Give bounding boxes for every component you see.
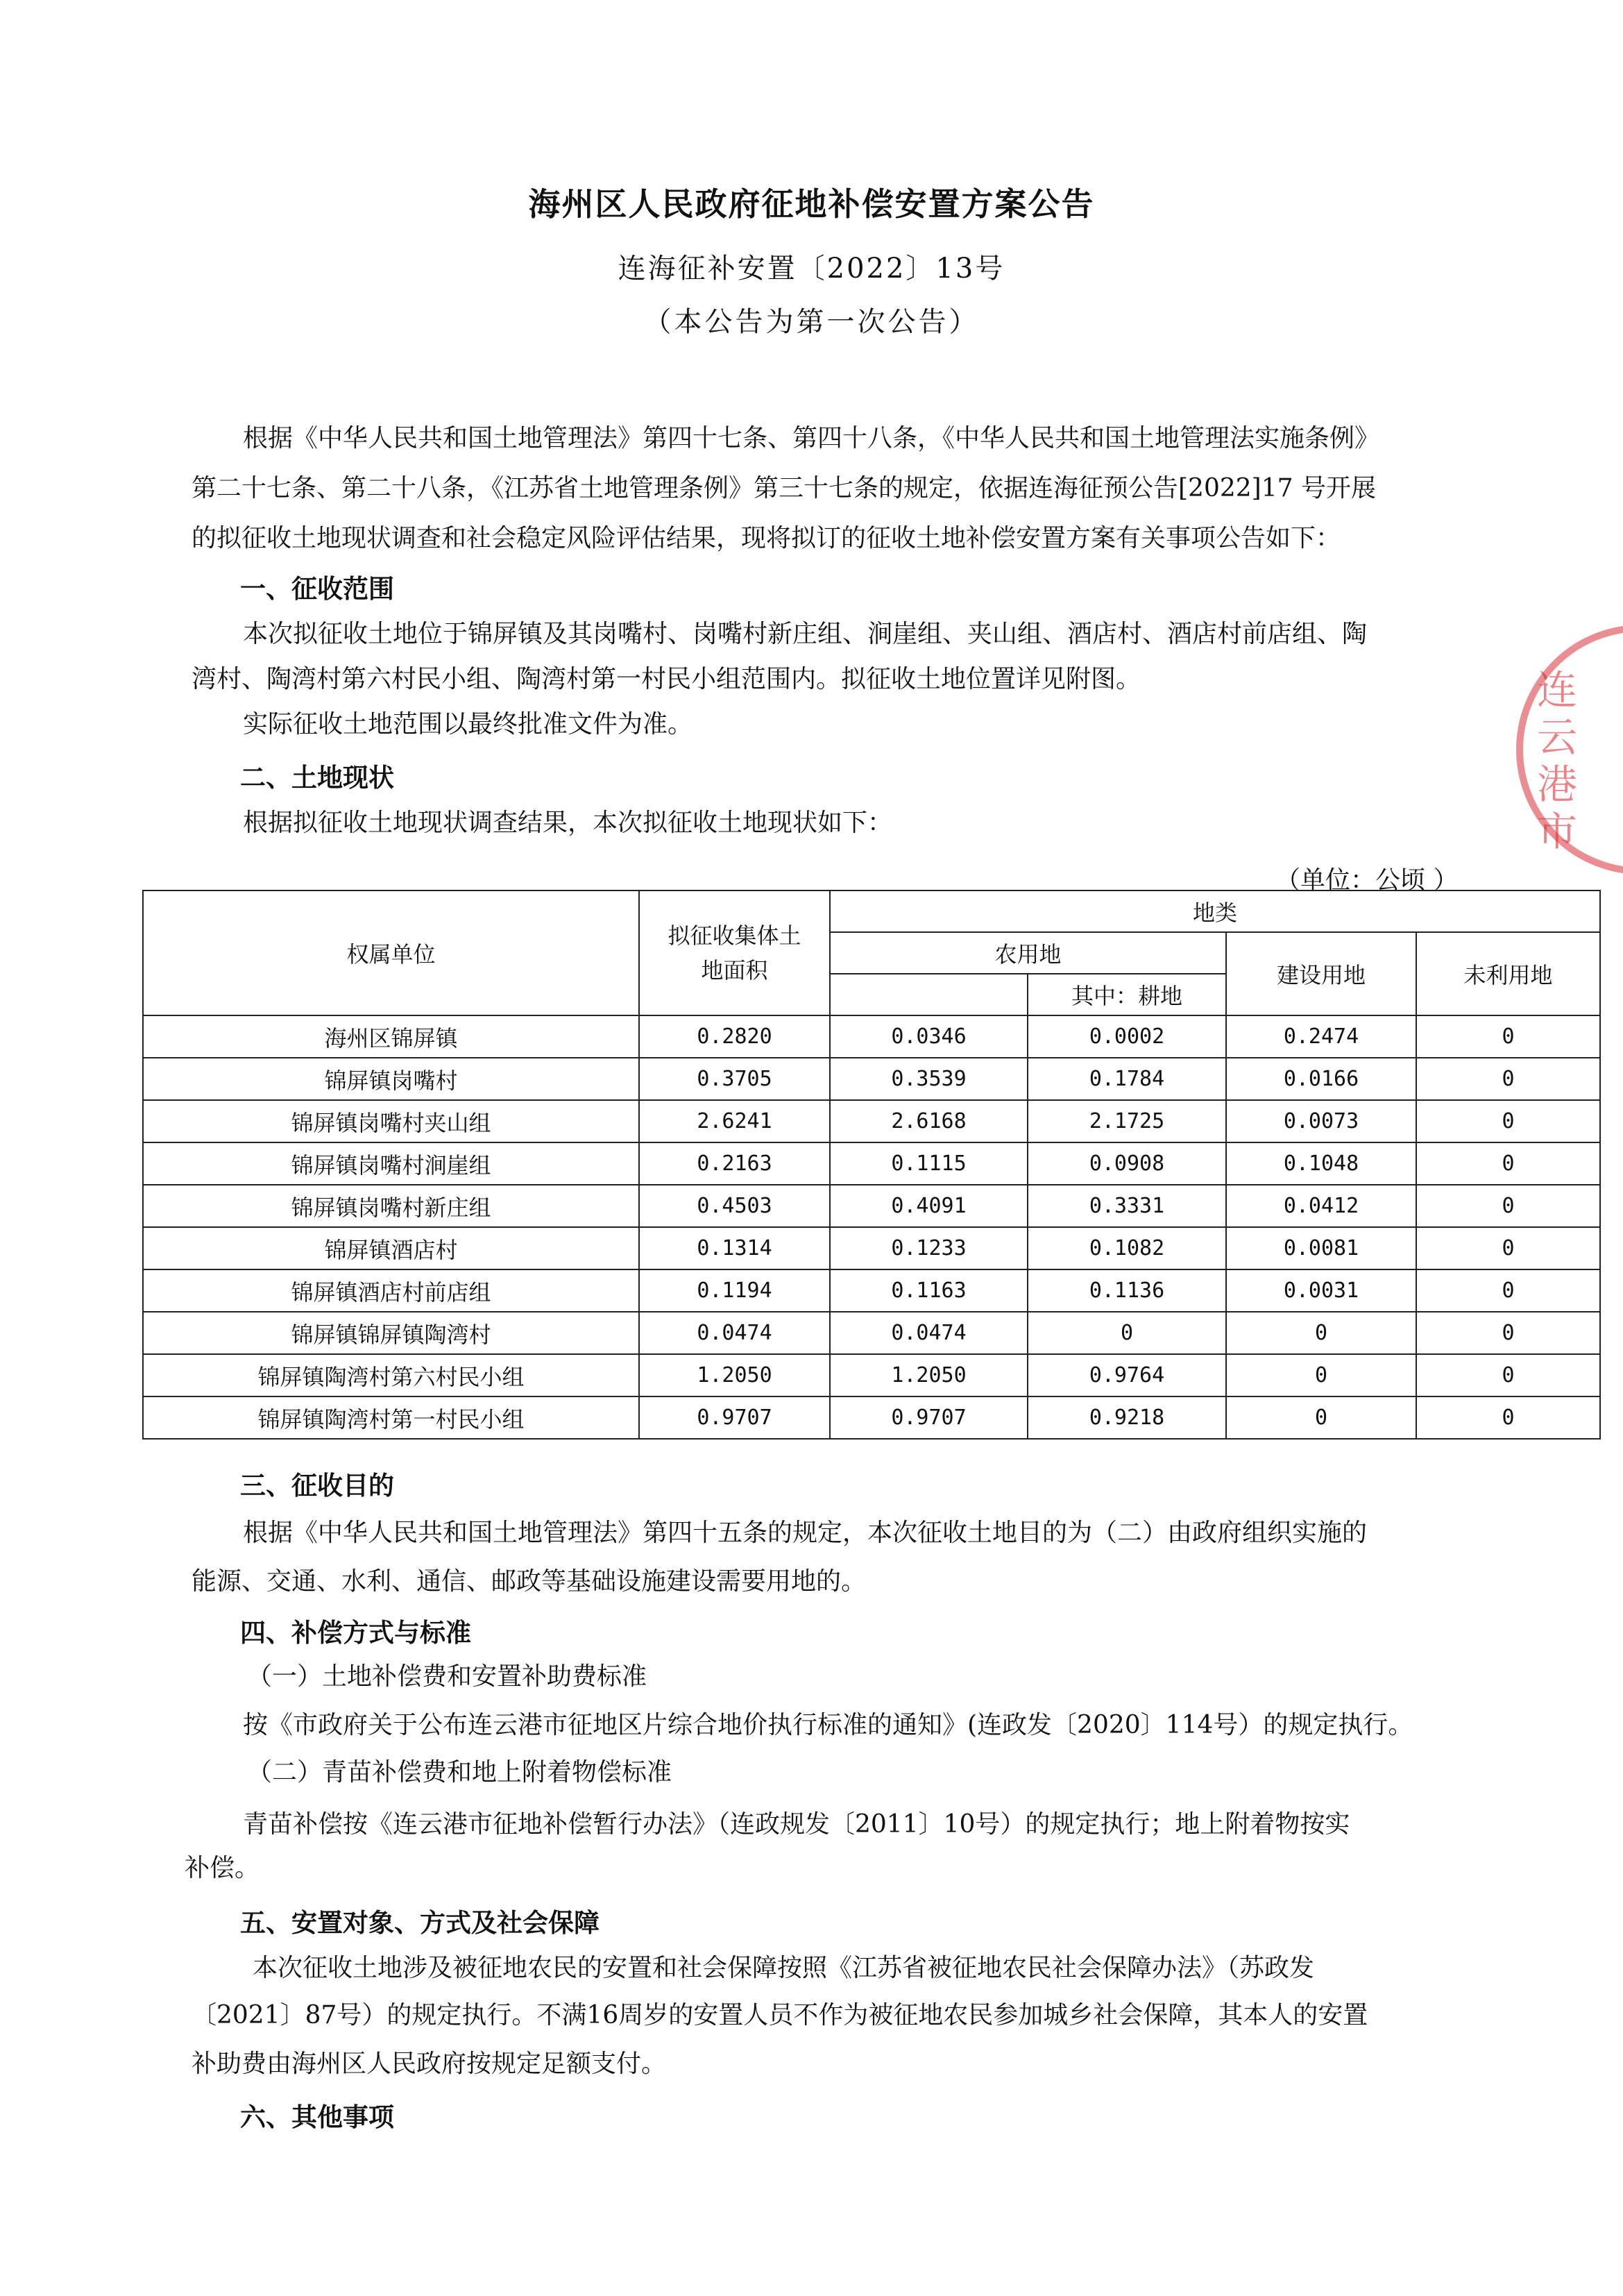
table-unit-label: （单位：公顷 ） [1275,866,1459,895]
section-2-line-1: 根据拟征收土地现状调查结果，本次拟征收土地现状如下： [243,809,893,837]
table-row [143,1015,1600,1058]
cell-cultivated: 0.1784 [1028,1058,1226,1100]
cell-agricultural: 0.9707 [830,1396,1028,1439]
section-1-heading: 一、征收范围 [240,573,394,604]
table-row [143,1312,1600,1354]
cell-area: 1.2050 [639,1354,830,1396]
cell-cultivated: 0.9764 [1028,1354,1226,1396]
cell-unused: 0 [1416,1312,1600,1354]
table-row [143,1227,1600,1269]
cell-agricultural: 0.0474 [830,1312,1028,1354]
cell-owner: 锦屏镇岗嘴村涧崖组 [143,1142,639,1185]
cell-unused: 0 [1416,1100,1600,1142]
header-unused: 未利用地 [1416,932,1600,1015]
cell-cultivated: 0.9218 [1028,1396,1226,1439]
cell-unused: 0 [1416,1227,1600,1269]
cell-owner: 海州区锦屏镇 [143,1015,639,1058]
table-row [143,1100,1600,1142]
cell-owner: 锦屏镇陶湾村第六村民小组 [143,1354,639,1396]
cell-unused: 0 [1416,1269,1600,1312]
header-agricultural: 农用地 [830,932,1226,974]
cell-construction: 0.2474 [1226,1015,1416,1058]
cell-construction: 0.0031 [1226,1269,1416,1312]
cell-agricultural: 1.2050 [830,1354,1028,1396]
document-number: 连海征补安置〔2022〕13号 [618,253,1005,285]
section-5-heading: 五、安置对象、方式及社会保障 [240,1907,600,1938]
cell-unused: 0 [1416,1396,1600,1439]
section-3-line-2: 能源、交通、水利、通信、邮政等基础设施建设需要用地的。 [192,1567,867,1596]
cell-owner: 锦屏镇陶湾村第一村民小组 [143,1396,639,1439]
cell-area: 0.4503 [639,1185,830,1227]
cell-construction: 0.0166 [1226,1058,1416,1100]
cell-construction: 0.0412 [1226,1185,1416,1227]
cell-construction: 0.0081 [1226,1227,1416,1269]
cell-area: 0.2163 [639,1142,830,1185]
cell-construction: 0 [1226,1312,1416,1354]
intro-line-2: 第二十七条、第二十八条，《江苏省土地管理条例》第三十七条的规定，依据连海征预公告[2022]17 号开展 [192,474,1376,503]
cell-cultivated: 0 [1028,1312,1226,1354]
cell-cultivated: 0.0002 [1028,1015,1226,1058]
cell-area: 0.1314 [639,1227,830,1269]
cell-agricultural: 0.0346 [830,1015,1028,1058]
cell-construction: 0.0073 [1226,1100,1416,1142]
header-area: 拟征收集体土地面积 [639,890,830,1015]
cell-cultivated: 0.1082 [1028,1227,1226,1269]
table-row [143,1058,1600,1100]
section-3-line-1: 根据《中华人民共和国土地管理法》第四十五条的规定，本次征收土地目的为（二）由政府组织实施的 [243,1519,1368,1547]
intro-line-1: 根据《中华人民共和国土地管理法》第四十七条、第四十八条，《中华人民共和国土地管理法实施条例》 [243,424,1380,453]
cell-cultivated: 0.0908 [1028,1142,1226,1185]
header-owner: 权属单位 [143,890,639,1015]
cell-unused: 0 [1416,1354,1600,1396]
section-1-line-1: 本次拟征收土地位于锦屏镇及其岗嘴村、岗嘴村新庄组、涧崖组、夹山组、酒店村、酒店村前店组、陶 [243,620,1368,648]
cell-area: 0.1194 [639,1269,830,1312]
cell-agricultural: 0.3539 [830,1058,1028,1100]
notice-type: （本公告为第一次公告） [643,306,980,338]
section-4-sub-1-text: 按《市政府关于公布连云港市征地区片综合地价执行标准的通知》(连政发〔2020〕114号）的规定执行。 [243,1711,1413,1739]
cell-agricultural: 0.1163 [830,1269,1028,1312]
cell-unused: 0 [1416,1142,1600,1185]
cell-owner: 锦屏镇岗嘴村夹山组 [143,1100,639,1142]
cell-cultivated: 0.1136 [1028,1269,1226,1312]
table-row [143,1269,1600,1312]
cell-cultivated: 0.3331 [1028,1185,1226,1227]
land-status-table [142,890,1601,1440]
section-5-line-2: 〔2021〕87号）的规定执行。不满16周岁的安置人员不作为被征地农民参加城乡社会保障，其本人的安置 [192,2001,1368,2029]
cell-construction: 0.1048 [1226,1142,1416,1185]
section-4-sub-2-line-1: 青苗补偿按《连云港市征地补偿暂行办法》（连政规发〔2011〕10号）的规定执行；地上附着物按实 [243,1810,1350,1839]
cell-area: 0.2820 [639,1015,830,1058]
section-2-heading: 二、土地现状 [240,762,394,793]
section-5-line-1: 本次征收土地涉及被征地农民的安置和社会保障按照《江苏省被征地农民社会保障办法》（苏政发 [253,1954,1315,1982]
intro-line-3: 的拟征收土地现状调查和社会稳定风险评估结果，现将拟订的征收土地补偿安置方案有关事项公告如下： [192,524,1341,552]
cell-owner: 锦屏镇岗嘴村新庄组 [143,1185,639,1227]
table-row [143,1185,1600,1227]
official-seal-text: 连云港市 [1537,666,1578,855]
cell-agricultural: 0.1233 [830,1227,1028,1269]
cell-agricultural: 0.1115 [830,1142,1028,1185]
cell-area: 0.9707 [639,1396,830,1439]
cell-owner: 锦屏镇锦屏镇陶湾村 [143,1312,639,1354]
section-5-line-3: 补助费由海州区人民政府按规定足额支付。 [192,2050,667,2078]
cell-cultivated: 2.1725 [1028,1100,1226,1142]
section-1-line-2: 湾村、陶湾村第六村民小组、陶湾村第一村民小组范围内。拟征收土地位置详见附图。 [192,665,1141,693]
section-4-sub-2: （二）青苗补偿费和地上附着物偿标准 [247,1758,672,1787]
cell-owner: 锦屏镇岗嘴村 [143,1058,639,1100]
cell-unused: 0 [1416,1015,1600,1058]
header-construction: 建设用地 [1226,932,1416,1015]
cell-owner: 锦屏镇酒店村前店组 [143,1269,639,1312]
section-4-sub-1: （一）土地补偿费和安置补助费标准 [247,1662,647,1691]
cell-unused: 0 [1416,1185,1600,1227]
section-6-heading: 六、其他事项 [240,2102,394,2132]
cell-construction: 0 [1226,1354,1416,1396]
cell-owner: 锦屏镇酒店村 [143,1227,639,1269]
section-1-line-3: 实际征收土地范围以最终批准文件为准。 [243,710,693,738]
section-4-sub-2-line-2: 补偿。 [185,1854,260,1882]
table-row [143,1396,1600,1439]
table-row [143,1354,1600,1396]
cell-unused: 0 [1416,1058,1600,1100]
cell-area: 0.3705 [639,1058,830,1100]
document-title: 海州区人民政府征地补偿安置方案公告 [528,185,1095,223]
cell-construction: 0 [1226,1396,1416,1439]
table-row [143,1142,1600,1185]
section-4-heading: 四、补偿方式与标准 [240,1617,471,1648]
cell-agricultural: 0.4091 [830,1185,1028,1227]
header-cultivated: 其中：耕地 [1028,974,1226,1015]
cell-area: 2.6241 [639,1100,830,1142]
cell-agricultural: 2.6168 [830,1100,1028,1142]
section-3-heading: 三、征收目的 [240,1470,394,1501]
header-agricultural-total [830,974,1028,1015]
cell-area: 0.0474 [639,1312,830,1354]
header-land-type: 地类 [830,890,1600,932]
